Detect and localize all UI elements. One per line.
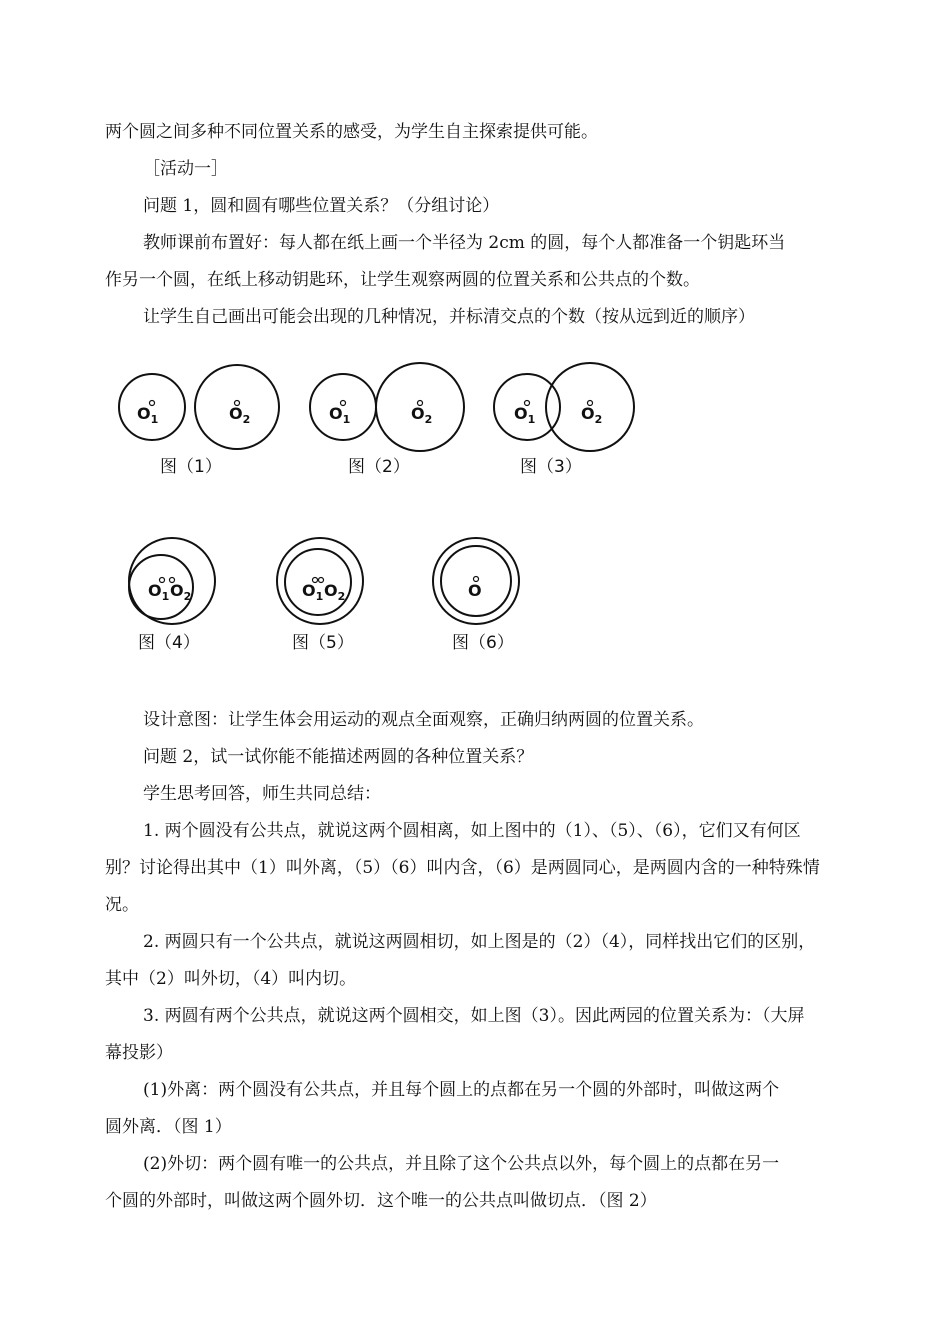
point-1-line-3: 况。 [105,895,139,915]
paragraph-intro-end: 两个圆之间多种不同位置关系的感受，为学生自主探索提供可能。 [105,122,598,142]
caption-figure-3: 图（3） [520,457,582,477]
caption-figure-2: 图（2） [348,457,410,477]
caption-figure-4: 图（4） [138,633,200,653]
figure-4-drawing [122,535,232,625]
teacher-prep-line-2: 作另一个圆，在纸上移动钥匙环，让学生观察两圆的位置关系和公共点的个数。 [105,270,700,290]
center-label-o2: $O_2$ [581,404,603,427]
point-2-line-2: 其中（2）叫外切，（4）叫内切。 [105,969,357,989]
definition-external-separation-line-1: (1)外离：两个圆没有公共点，并且每个圆上的点都在另一个圆的外部时，叫做这两个 [143,1080,780,1100]
figure-4 [122,535,232,625]
center-label-o1: $O_1$ [148,581,170,604]
figure-1 [112,362,292,452]
definition-external-tangent-line-2: 个圆的外部时，叫做这两个圆外切．这个唯一的公共点叫做切点．（图 2） [105,1191,657,1211]
caption-figure-6: 图（6） [452,633,514,653]
point-3-line-1: 3. 两圆有两个公共点，就说这两个圆相交，如上图（3）。因此两园的位置关系为：（大屏 [143,1006,805,1026]
center-label-o1: $O_1$ [137,404,159,427]
center-label-o1: $O_1$ [329,404,351,427]
definition-external-tangent-line-1: (2)外切：两个圆有唯一的公共点，并且除了这个公共点以外，每个圆上的点都在另一 [143,1154,780,1174]
activity-heading: ［活动一］ [143,159,228,179]
figure-5-drawing [270,535,370,625]
figure-2 [303,362,473,452]
point-1-line-1: 1. 两个圆没有公共点，就说这两个圆相离，如上图中的（1）、（5）、（6），它们又有何区 [143,821,801,841]
figure-6 [426,535,526,625]
figure-5 [270,535,370,625]
center-label-o: O [468,581,482,600]
point-3-line-2: 幕投影） [105,1043,173,1063]
center-label-o2: $O_2$ [170,581,192,604]
point-1-line-2: 别？讨论得出其中（1）叫外离，（5）（6）叫内含，（6）是两圆同心，是两圆内含的一种特殊情 [105,858,820,878]
caption-figure-1: 图（1） [160,457,222,477]
center-label-o2: $O_2$ [411,404,433,427]
figure-3 [487,362,647,452]
center-label-o1: $O_1$ [514,404,536,427]
design-intent: 设计意图：让学生体会用运动的观点全面观察，正确归纳两圆的位置关系。 [143,710,704,730]
definition-external-separation-line-2: 圆外离．（图 1） [105,1117,232,1137]
caption-figure-5: 图（5） [292,633,354,653]
question-2: 问题 2，试一试你能不能描述两圆的各种位置关系？ [143,747,534,767]
question-1: 问题 1，圆和圆有哪些位置关系？（分组讨论） [143,196,500,216]
teacher-prep-line-1: 教师课前布置好：每人都在纸上画一个半径为 2cm 的圆，每个人都准备一个钥匙环当 [143,233,786,253]
center-label-o2: $O_2$ [229,404,251,427]
center-label-o1: $O_1$ [302,581,324,604]
student-draw-instruction: 让学生自己画出可能会出现的几种情况，并标清交点的个数（按从远到近的顺序） [143,307,755,327]
center-label-o2: $O_2$ [324,581,346,604]
figure-3-drawing [487,362,647,452]
figure-6-drawing [426,535,526,625]
point-2-line-1: 2. 两圆只有一个公共点，就说这两圆相切，如上图是的（2）（4），同样找出它们的区别， [143,932,816,952]
summary-intro: 学生思考回答，师生共同总结： [143,784,381,804]
